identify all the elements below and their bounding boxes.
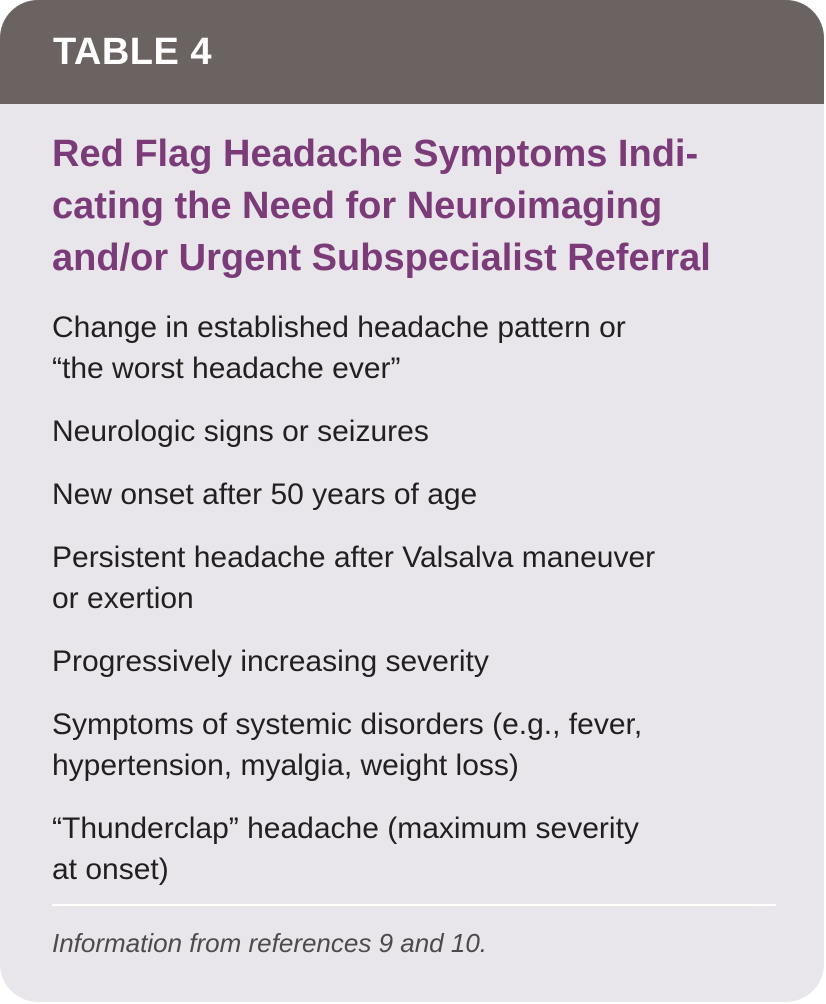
list-item [52, 537, 782, 619]
list-item [52, 808, 782, 890]
table-title [52, 128, 782, 284]
list-item [52, 474, 782, 515]
list-item-line: or exertion [52, 582, 194, 615]
list-item [52, 704, 782, 786]
list-item-line: Progressively increasing severity [52, 645, 489, 678]
list-item-line: Change in established headache pattern or [52, 311, 626, 344]
list-item-line: Symptoms of systemic disorders (e.g., fever, [52, 708, 643, 741]
symptom-list [52, 307, 782, 912]
list-item-line: hypertension, myalgia, weight loss) [52, 749, 519, 782]
list-item-line: Neurologic signs or seizures [52, 415, 429, 448]
title-line: Red Flag Headache Symptoms Indi- [52, 133, 699, 175]
footnote-divider [52, 904, 776, 906]
title-line: and/or Urgent Subspecialist Referral [52, 237, 711, 279]
list-item-line: “Thunderclap” headache (maximum severity [52, 812, 639, 845]
list-item [52, 411, 782, 452]
list-item-line: New onset after 50 years of age [52, 478, 478, 511]
table-number-label: TABLE 4 [53, 31, 213, 73]
list-item [52, 641, 782, 682]
list-item-line: at onset) [52, 853, 169, 886]
list-item-line: Persistent headache after Valsalva maneuver [52, 541, 656, 574]
footnote: Information from references 9 and 10. [52, 928, 488, 958]
list-item [52, 307, 782, 389]
title-line: cating the Need for Neuroimaging [52, 185, 663, 227]
table-header [0, 0, 824, 104]
list-item-line: “the worst headache ever” [52, 352, 401, 385]
